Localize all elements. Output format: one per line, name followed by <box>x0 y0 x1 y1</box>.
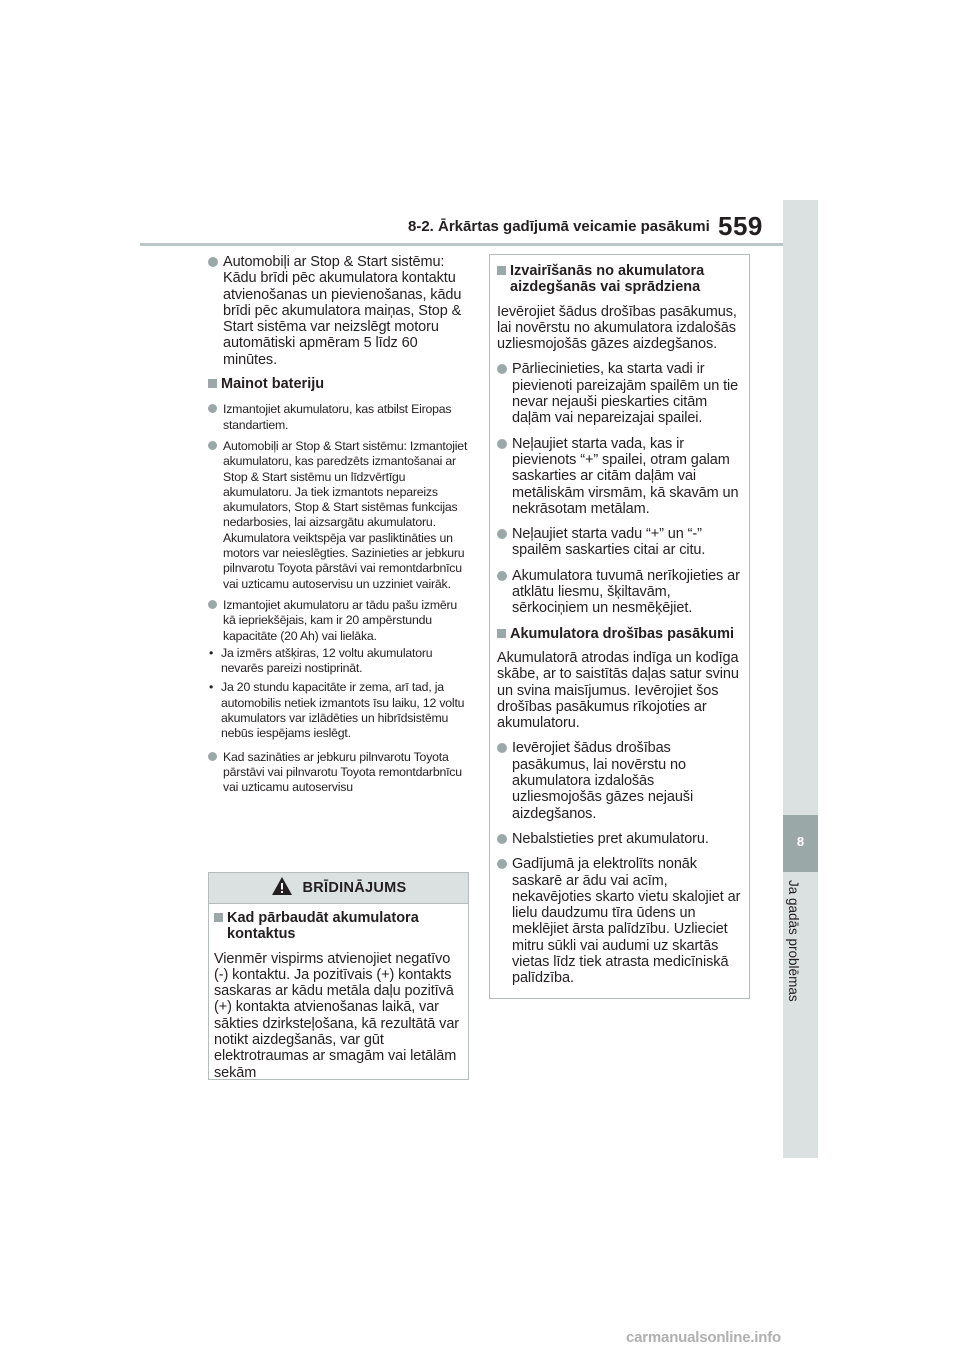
list-item: Neļaujiet starta vadu “+” un “-” spailēm saskarties citai ar citu. <box>497 526 743 559</box>
sub-list-item: • Ja izmērs atšķiras, 12 voltu akumulatoru nevarēs pareizi nostiprināt. <box>209 645 433 676</box>
paragraph: Akumulatorā atrodas indīga un kodīga skābe, ar to saistītās daļas satur svinu un svina maisījumus. Ievērojiet šos drošības pasākumus rīkojoties ar akumulatoru. <box>497 649 739 732</box>
bullet-dot-icon <box>497 743 507 753</box>
header-divider <box>140 243 783 246</box>
list-item: Automobiļi ar Stop & Start sistēmu: Kādu brīdi pēc akumulatora kontaktu atvienošanas un pievienošanas, kādu brīdi pēc akumulatora maiņas, Stop & Start sistēma var neizslēgt motoru automātiski apmēram 5 līdz 60 minūtes. <box>208 254 470 368</box>
chapter-side-tab <box>783 200 818 1158</box>
bullet-dot-icon <box>497 859 507 869</box>
list-item: Kad sazināties ar jebkuru pilnvarotu Toyota pārstāvi vai pilnvarotu Toyota remontdarbnīcu vai uzticamu autoservisu <box>208 750 470 796</box>
sub-bullet-mark-icon: • <box>209 680 214 695</box>
bullet-dot-icon <box>208 600 217 609</box>
warning-title: BRĪDINĀJUMS <box>302 880 407 896</box>
list-item: Izmantojiet akumulatoru, kas atbilst Eiropas standartiem. <box>208 402 470 433</box>
bullet-dot-icon <box>208 752 217 761</box>
bullet-dot-icon <box>497 439 507 449</box>
square-bullet-icon <box>497 629 506 638</box>
warning-body <box>209 904 468 1081</box>
list-item: Gadījumā ja elektrolīts nonāk saskarē ar ādu vai acīm, nekavējoties skarto vietu skalojiet ar lielu daudzumu tīra ūdens un meklējiet ārsta palīdzību. Uzlieciet mitru sūkli vai audumi uz skartās vietas līdz tiek atrasta medicīniskā palīdzība. <box>497 856 743 986</box>
list-item: Automobiļi ar Stop & Start sistēmu: Izmantojiet akumulatoru, kas paredzēts izmantošanai ar Stop & Start sistēmu un līdzvērtīgu akumulatoru. Ja tiek izmantots nepareizs akumulators, Stop & Start sistēmas funkcijas nedarbosies, lai aizsargātu akumulatoru. Akumulatora veiktspēja var pasliktināties un motors var neieslēgties. Sazinieties ar jebkuru pilnvarotu Toyota pārstāvi vai remontdarbnīcu vai uzticamu autoservisu un uzziniet vairāk. <box>208 439 470 592</box>
list-item: Izmantojiet akumulatoru ar tādu pašu izmēru kā iepriekšējais, kam ir 20 ampērstundu kapacitāte (20 Ah) vai lielāka. <box>208 598 470 644</box>
bullet-dot-icon <box>497 834 507 844</box>
bullet-dot-icon <box>497 364 507 374</box>
left-column <box>208 254 470 802</box>
chapter-title: Ja gadās problēmas <box>786 880 801 1002</box>
chapter-number: 8 <box>796 834 805 849</box>
section-heading: Akumulatora drošības pasākumi <box>497 626 743 642</box>
section-title: 8-2. Ārkārtas gadījumā veicamie pasākumi <box>408 218 710 235</box>
list-item: Neļaujiet starta vada, kas ir pievienots “+” spailei, otram galam saskarties ar citām daļām vai metāliskām virsmām, kā skavām un nekrāsotam metālam. <box>497 436 743 517</box>
warning-box <box>208 872 469 1080</box>
warning-header <box>209 873 468 904</box>
square-bullet-icon <box>208 379 217 388</box>
bullet-dot-icon <box>208 441 217 450</box>
watermark: carmanualsonline.info <box>626 1329 781 1346</box>
list-item: Akumulatora tuvumā nerīkojieties ar atklātu liesmu, šķiltavām, sērkociņiem un nesmēķējiet. <box>497 568 743 617</box>
square-bullet-icon <box>497 266 506 275</box>
caution-box <box>489 254 750 999</box>
warning-text: Vienmēr vispirms atvienojiet negatīvo (-) kontaktu. Ja pozitīvais (+) kontakts saskaras ar kādu metāla daļu pozitīvā (+) kontakta atvienošanas laikā, var sākties dzirksteļošana, kā rezultātā var notikt aizdegšanās, var gūt elektrotraumas ar smagām vai letālām sekām <box>214 950 460 1081</box>
warning-heading: Kad pārbaudāt akumulatora kontaktus <box>214 910 462 943</box>
caution-content <box>490 255 749 987</box>
list-item: Pārliecinieties, ka starta vadi ir pievienoti pareizajām spailēm un tie nevar nejauši pieskarties citām daļām vai nepareizajai spailei. <box>497 361 743 426</box>
page-number: 559 <box>718 211 763 241</box>
section-heading: Izvairīšanās no akumulatora aizdegšanās vai sprādziena <box>497 263 743 296</box>
paragraph: Ievērojiet šādus drošības pasākumus, lai novērstu no akumulatora izdalošās uzliesmojošās gāzes aizdegšanos. <box>497 303 737 353</box>
bullet-dot-icon <box>208 404 217 413</box>
bullet-dot-icon <box>208 257 218 267</box>
sub-list-item: • Ja 20 stundu kapacitāte ir zema, arī tad, ja automobilis netiek izmantots īsu laiku, 12 voltu akumulators var izlādēties un hibrīdsistēmu nebūs iespējams ieslēgt. <box>209 680 465 741</box>
bullet-dot-icon <box>497 529 507 539</box>
list-item: Ievērojiet šādus drošības pasākumus, lai novērstu no akumulatora izdalošās uzliesmojošās gāzes nejauši aizdegšanos. <box>497 740 743 821</box>
list-item: Nebalstieties pret akumulatoru. <box>497 831 743 847</box>
sub-bullet-mark-icon: • <box>209 645 214 660</box>
bullet-dot-icon <box>497 571 507 581</box>
section-heading: Mainot bateriju <box>208 376 470 392</box>
warning-triangle-icon <box>271 876 293 901</box>
square-bullet-icon <box>214 913 223 922</box>
